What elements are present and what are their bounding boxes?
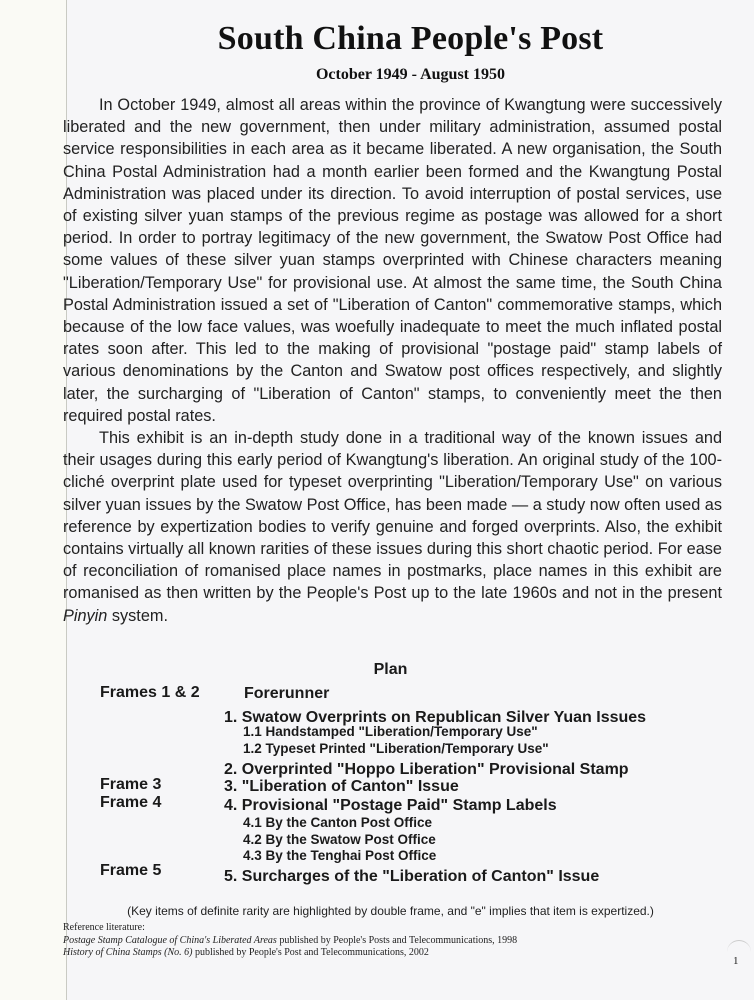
paragraph-2-end: system. — [107, 606, 168, 625]
paragraph-1: In October 1949, almost all areas within the province of Kwangtung were successively liberated and the new government, then under military administration, assumed postal service responsibilities in each area as it became liberated. A new organisation, the South China Postal Administration had a month earlier been formed and the Kwangtung Postal Administration was placed under its direction. To avoid interruption of postal services, use of existing silver yuan stamps of the previous regime as postage was allowed for a short period. In order to portray legitimacy of the new government, the Swatow Post Office had some values of these silver yuan stamps overprinted with Chinese characters meaning "Liberation/Temporary Use" for provisional use. At almost the same time, the South China Postal Administration issued a set of "Liberation of Canton" commemorative stamps, which because of the low face values, was woefully inadequate to meet the much inflated postal rates soon after. This led to the making of provisional "postage paid" stamp labels of various denominations by the Canton and Swatow post offices respectively, and slightly later, the surcharging of "Liberation of Canton" stamps, to conveniently meet the then required postal rates. — [63, 96, 722, 425]
plan-item-1-2: 1.2 Typeset Printed "Liberation/Temporary Use" — [243, 741, 549, 756]
paragraph-2-text: This exhibit is an in-depth study done in a traditional way of the known issues and their usages during this early period of Kwangtung's liberation. An original study of the 100-cliché overprint plate used for typeset overprinting "Liberation/Temporary Use" on various silver yuan issues by the Swatow Post Office, has been made — a study now often used as reference by expertization bodies to verify genuine and forged overprints. Also, the exhibit contains virtually all known rarities of these issues during this short chaotic period. For ease of reconciliation of romanised place names in postmarks, place names in this exhibit are romanised as then written by the People's Post up to the late 1960s and not in the present — [63, 429, 722, 603]
plan-item-3: 3. "Liberation of Canton" Issue — [224, 778, 459, 795]
plan-heading: Plan — [373, 661, 408, 678]
reference-2-title: History of China Stamps (No. 6) — [63, 947, 193, 958]
page-title: South China People's Post — [217, 20, 604, 57]
paragraph-2 — [63, 427, 722, 627]
sheet-protector-edge — [727, 940, 751, 981]
plan-item-2: 2. Overprinted "Hoppo Liberation" Provisional Stamp — [224, 761, 629, 778]
frame-label-3: Frame 3 — [100, 776, 162, 793]
plan-item-4: 4. Provisional "Postage Paid" Stamp Labels — [224, 797, 557, 814]
intro-text — [63, 94, 722, 627]
frame-label-1-2: Frames 1 & 2 — [100, 684, 200, 701]
reference-1-title: Postage Stamp Catalogue of China's Liberated Areas — [63, 935, 277, 946]
plan-item-5: 5. Surcharges of the "Liberation of Canton" Issue — [224, 868, 600, 885]
rarity-note: (Key items of definite rarity are highlighted by double frame, and "e" implies that item is expertized.) — [127, 904, 654, 918]
plan-forerunner: Forerunner — [244, 685, 330, 702]
plan-item-4-3: 4.3 By the Tenghai Post Office — [243, 848, 437, 863]
plan-item-4-2: 4.2 By the Swatow Post Office — [243, 832, 436, 847]
plan-item-4-1: 4.1 By the Canton Post Office — [243, 815, 433, 830]
reference-1-rest: published by People's Posts and Telecommunications, 1998 — [276, 935, 518, 946]
reference-2-rest: published by People's Post and Telecommunications, 2002 — [192, 947, 429, 958]
reference-2 — [63, 947, 429, 958]
binding-margin — [0, 0, 67, 1000]
frame-label-5: Frame 5 — [100, 862, 162, 879]
plan-item-1-1: 1.1 Handstamped "Liberation/Temporary Use" — [243, 724, 538, 739]
reference-label: Reference literature: — [63, 922, 145, 933]
pinyin-term: Pinyin — [63, 606, 108, 625]
reference-1 — [63, 935, 517, 946]
plan-item-1: 1. Swatow Overprints on Republican Silver Yuan Issues — [224, 709, 647, 726]
page-subtitle: October 1949 - August 1950 — [315, 66, 506, 83]
frame-label-4: Frame 4 — [100, 794, 162, 811]
document-page — [63, 0, 754, 1000]
page-number: 1 — [733, 955, 739, 967]
